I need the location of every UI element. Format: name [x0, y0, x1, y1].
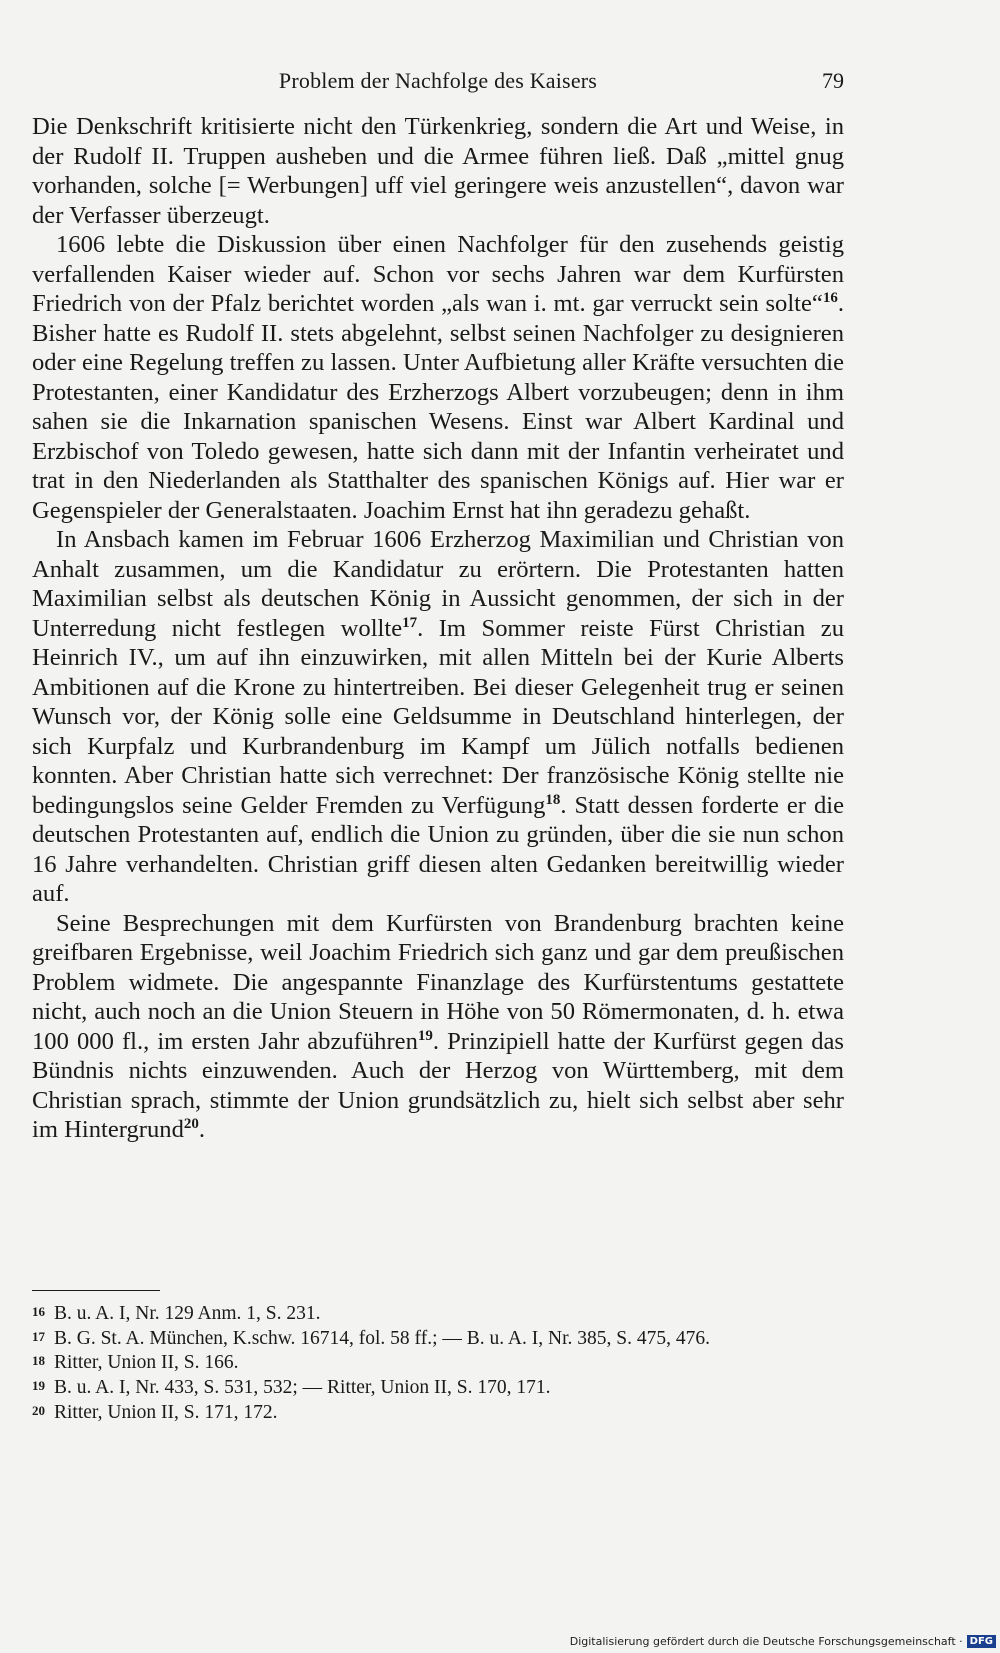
credit-text: Digitalisierung gefördert durch die Deutsche Forschungsgemeinschaft ·	[569, 1634, 963, 1648]
body-text	[32, 112, 844, 1145]
paragraph-text: Die Denkschrift kritisierte nicht den Türkenkrieg, sondern die Art und Weise, in der Rudolf II. Truppen ausheben und die Armee führen ließ. Daß „mittel gnug vorhanden, solche [= Werbungen] uff viel geringere weis anzustellen“, davon war der Verfasser überzeugt.	[32, 113, 844, 229]
footnote-text: B. u. A. I, Nr. 433, S. 531, 532; — Ritter, Union II, S. 170, 171.	[54, 1377, 551, 1399]
footnote-ref[interactable]: 19	[417, 1027, 433, 1044]
paragraph-text: Seine Besprechungen mit dem Kurfürsten von Brandenburg brachten keine greifbaren Ergebnisse, weil Joachim Friedrich sich ganz und gar dem preußischen Problem widmete. Die angespannte Finanzlage des Kurfürstentums gestattete nicht, auch noch an die Union Steuern in Höhe von 50 Römermonaten, d. h. etwa 100 000 fl., im ersten Jahr abzuführen	[32, 909, 844, 1055]
footnote-text: Ritter, Union II, S. 166.	[54, 1352, 239, 1374]
paragraph-text: .	[198, 1116, 206, 1143]
page-number: 79	[822, 68, 844, 93]
running-head	[32, 68, 844, 102]
footnote-text: B. u. A. I, Nr. 129 Anm. 1, S. 231.	[54, 1303, 321, 1324]
digitization-credit	[570, 1633, 996, 1649]
paragraph-text: . Prinzipiell hatte der Kurfürst gegen das Bündnis nichts einzuwenden. Auch der Herzog von Württemberg, mit dem Christian sprach, stimmte der Union grundsätzlich zu, hielt sich selbst aber sehr im Hintergrund	[32, 1027, 845, 1143]
paragraph-text: . Im Sommer reiste Fürst Christian zu Heinrich IV., um auf ihn einzuwirken, mit allen Mitteln bei der Kurie Alberts Ambitionen auf die Krone zu hintertreiben. Bei dieser Gelegenheit trug er seinen Wunsch vor, der König solle eine Geldsumme in Deutschland hinterlegen, der sich Kurpfalz und Kurbrandenburg im Kampf um Jülich notfalls bedienen konnten. Aber Christian hatte sich verrechnet: Der französische König stellte nie bedingungslos seine Gelder Fremden zu Verfügung	[32, 614, 844, 819]
footnote	[32, 1376, 852, 1401]
footnote	[32, 1351, 852, 1376]
running-head-title: Problem der Nachfolge des Kaisers	[278, 68, 598, 93]
paragraph-text: 1606 lebte die Diskussion über einen Nachfolger für den zusehends geistig verfallenden Kaiser wieder auf. Schon vor sechs Jahren war dem Kurfürsten Friedrich von der Pfalz berichtet worden „als wan i. mt. gar verruckt sein solte“	[32, 231, 844, 317]
footnote	[32, 1401, 852, 1426]
footnote-number: 17	[32, 1328, 45, 1344]
footnote-text: B. G. St. A. München, K.schw. 16714, fol. 58 ff.; — B. u. A. I, Nr. 385, S. 475, 476.	[54, 1327, 710, 1349]
footnote-ref[interactable]: 16	[822, 290, 838, 306]
footnote-ref[interactable]: 18	[545, 791, 561, 808]
footnote-number: 16	[32, 1304, 45, 1319]
footnotes	[32, 1302, 852, 1426]
paragraph-text: . Statt dessen forderte er die deutschen Protestanten auf, endlich die Union zu gründen, über die sie nun schon 16 Jahre verhandelten. Christian griff diesen alten Gedanken bereitwillig wieder auf.	[32, 791, 845, 907]
paragraph	[32, 112, 844, 230]
footnote-number: 18	[32, 1353, 45, 1369]
footnote	[32, 1302, 852, 1327]
footnote-ref[interactable]: 20	[183, 1116, 199, 1132]
footnote-number: 20	[32, 1402, 45, 1418]
paragraph-text: . Bisher hatte es Rudolf II. stets abgelehnt, selbst seinen Nachfolger zu designieren oder eine Regelung treffen zu lassen. Unter Aufbietung aller Kräfte versuchten die Protestanten, einer Kandidatur des Erzherzogs Albert vorzubeugen; denn in ihm sahen sie die Inkarnation spanischen Wesens. Einst war Albert Kardinal und Erzbischof von Toledo gewesen, hatte sich dann mit der Infantin verheiratet und trat in den Niederlanden als Statthalter des spanischen Königs auf. Hier war er Gegenspieler der Generalstaaten. Joachim Ernst hat ihn geradezu gehaßt.	[32, 290, 844, 524]
paragraph	[32, 525, 844, 909]
footnote-text: Ritter, Union II, S. 171, 172.	[54, 1401, 278, 1423]
footnote	[32, 1327, 852, 1352]
paragraph	[32, 230, 844, 525]
footnote-number: 19	[32, 1378, 45, 1394]
footnote-ref[interactable]: 17	[402, 614, 418, 631]
footnote-rule	[32, 1290, 160, 1291]
paragraph-text: In Ansbach kamen im Februar 1606 Erzherzog Maximilian und Christian von Anhalt zusammen, um die Kandidatur zu erörtern. Die Protestanten hatten Maximilian selbst als deutschen König in Aussicht genommen, der sich in der Unterredung nicht festlegen wollte	[32, 526, 844, 642]
paragraph	[32, 909, 844, 1145]
dfg-logo: DFG	[967, 1635, 996, 1648]
